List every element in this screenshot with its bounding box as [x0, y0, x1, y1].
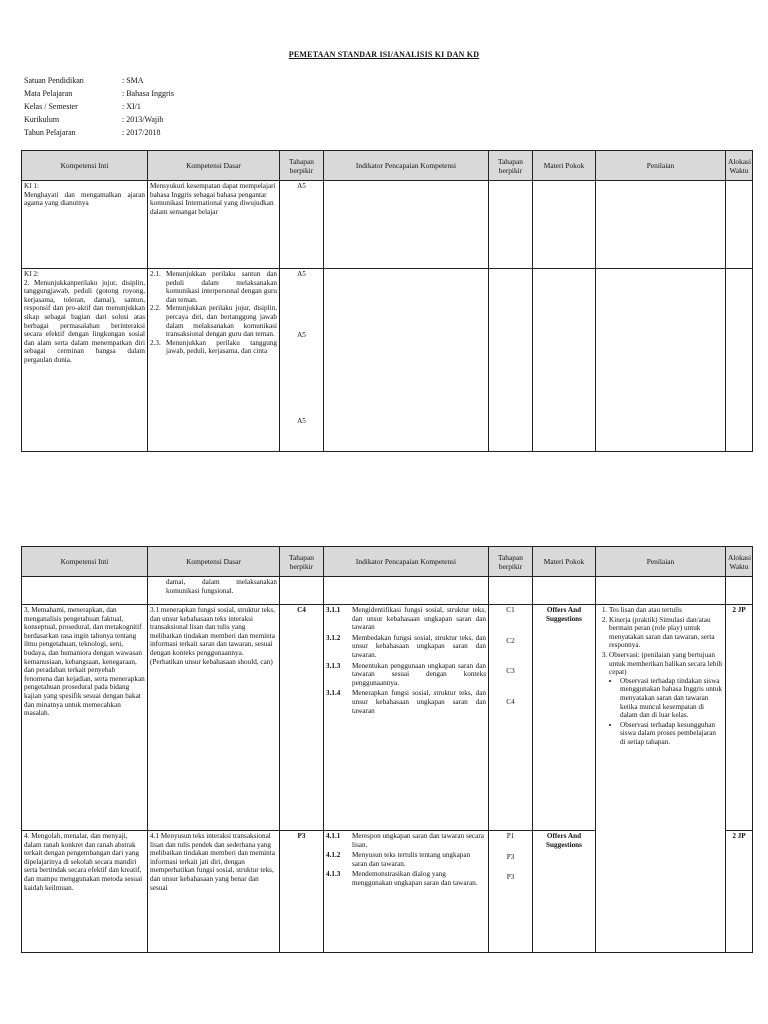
indikator-number: 4.1.2 [326, 851, 341, 860]
observasi-text: Observasi terhadap kesungguhan siswa dalam proses pembelajaran di setiap tahapan. [620, 720, 716, 746]
penilaian-item [609, 651, 723, 747]
tahapan-cell [489, 605, 533, 831]
observasi-item [620, 677, 723, 720]
header-tahapan-berpikir: Tahapan berpikir [280, 151, 324, 181]
indikator-text: Menerapkan fungsi sosial, struktur teks, dan unsur kebahasaan ungkapan saran dan tawaran [352, 689, 486, 715]
indikator-item [326, 606, 486, 632]
ki-cell [22, 181, 148, 269]
alokasi-cell [726, 831, 753, 953]
header-indikator: Indikator Pencapaian Kompetensi [324, 151, 489, 181]
tahapan-code: A5 [297, 270, 306, 278]
meta-value: : 2013/Wajib [122, 115, 164, 124]
meta-key: Kelas / Semester [24, 102, 78, 111]
penilaian-cell [596, 181, 726, 269]
header-kompetensi-dasar: Kompetensi Dasar [148, 547, 280, 577]
kd-text: damai, dalam melaksanakan komunikasi fungsional. [166, 578, 277, 595]
indikator-text: Menentukan penggunaan ungkapan saran dan tawaran sesuai dengan konteks penggunaannya. [352, 661, 486, 687]
indikator-item [326, 689, 486, 715]
indikator-text: Merespon ungkapan saran dan tawaran secara lisan. [352, 832, 484, 849]
ki-cell [22, 269, 148, 452]
indikator-number: 4.1.1 [326, 832, 341, 840]
tahapan-cell [489, 831, 533, 953]
meta-row [24, 126, 174, 139]
tahapan-cell [489, 269, 533, 452]
alokasi-cell [726, 269, 753, 452]
ki-text: 4. Mengolah, menalar, dan menyaji, dalam ranah konkret dan ranah abstrak terkait dengan pengembangan dari yang dipelajarinya di sekolah secara mandiri serta bertindak secara efektif dan kreatif, dan mampu menggunakan metoda sesuai kaidah keilmuan. [24, 832, 143, 892]
ki-text: 2. Menunjukkanperilaku jujur, disiplin, tanggungjawab, peduli (gotong royong, kerjasama, toleran, damai), santun, responsif dan pro-aktif dan menunjukkan sikap sebagai bagian dari solusi atas berbagai permasalahan berinteraksi secara efektif dengan lingkungan sosial dan alam serta dalam menempatkan diri sebagai cerminan bangsa dalam pergaulan dunia. [24, 278, 145, 364]
table-row [22, 605, 753, 831]
meta-row [24, 87, 174, 100]
indikator-item [326, 662, 486, 688]
indikator-text: Mengidentifikasi fungsi sosial, struktur teks, dan unsur kebahasaan ungkapan saran dan tawaran [352, 606, 486, 632]
indikator-cell [324, 269, 489, 452]
alokasi-cell [726, 577, 753, 605]
kd-item [150, 339, 277, 356]
tahapan-cell [489, 577, 533, 605]
kd-cell [148, 181, 280, 269]
page-title: PEMETAAN STANDAR ISI/ANALISIS KI DAN KD [288, 50, 480, 59]
kd-cell [148, 577, 280, 605]
tahapan-code: C4 [297, 606, 306, 614]
observasi-item [620, 721, 723, 747]
header-kompetensi-inti: Kompetensi Inti [22, 151, 148, 181]
observasi-list [609, 677, 723, 747]
kd-text: Menunjukkan perilaku jujur, disiplin, percaya diri, dan bertanggung jawab dalam melaksanakan komunikasi transaksional dengan guru dan teman. [166, 304, 277, 339]
tahapan-cell [280, 605, 324, 831]
header-alokasi-waktu: Alokasi Waktu [726, 151, 753, 181]
alokasi-cell [726, 605, 753, 831]
penilaian-list [598, 606, 723, 747]
indikator-number: 3.1.1 [326, 606, 341, 614]
kd-text: 4.1 Menyusun teks interaksi transaksional lisan dan tulis pendek dan sederhana yang melibatkan tindakan memberi dan meminta informasi terkait jati diri, dengan memperhatikan fungsi sosial, struktur teks, dan unsur kebahasaan yang benar dan sesuai [150, 832, 275, 892]
tahapan-cell [280, 181, 324, 269]
tahapan-cell [280, 831, 324, 953]
penilaian-item [609, 606, 723, 615]
tahapan-code: C1 [506, 606, 515, 614]
tahapan-code: A5 [297, 417, 306, 426]
penilaian-text: Tes lisan dan atau tertulis [609, 606, 682, 614]
ki-cell [22, 605, 148, 831]
meta-row [24, 113, 174, 126]
kd-text: Menunjukkan perilaku santun dan peduli dalam melaksanakan komunikasi interpersonal dengan guru dan teman. [166, 270, 277, 304]
tahapan-code: P3 [506, 852, 515, 861]
header-tahapan-berpikir: Tahapan berpikir [280, 547, 324, 577]
table-header-row [22, 547, 753, 577]
indikator-item [326, 870, 486, 887]
header-alokasi-waktu: Alokasi Waktu [726, 547, 753, 577]
indikator-number: 3.1.2 [326, 633, 341, 642]
tahapan-cell [489, 181, 533, 269]
tahapan-code: P1 [506, 832, 515, 840]
tahapan-code: C2 [506, 636, 515, 645]
indikator-text: Mendemonstrasikan dialog yang menggunakan ungkapan saran dan tawaran. [352, 870, 478, 887]
kd-text: Mensyukuri kesempatan dapat mempelajari bahasa Inggris sebagai bahasa pengantar komunikasi International yang diwujudkan dalam semangat belajar [150, 182, 276, 216]
materi-cell [533, 181, 596, 269]
header-penilaian: Penilaian [596, 151, 726, 181]
materi-cell [533, 605, 596, 831]
materi-text: Offers And Suggestions [546, 606, 582, 623]
meta-value: : XI/1 [122, 102, 141, 111]
indikator-item [326, 832, 486, 849]
indikator-text: Menyusun teks tertulis tentang ungkapan saran dan tawaran. [352, 851, 471, 868]
indikator-number: 4.1.3 [326, 870, 341, 879]
header-materi-pokok: Materi Pokok [533, 151, 596, 181]
kd-text: Menunjukkan perilaku tanggung jawab, peduli, kerjasama, dan cinta [166, 338, 277, 356]
tahapan-code: C3 [506, 667, 515, 676]
penilaian-cell [596, 605, 726, 953]
kd-item [150, 304, 277, 338]
meta-value: : Bahasa Inggris [122, 89, 174, 98]
indikator-number: 3.1.4 [326, 689, 341, 698]
header-penilaian: Penilaian [596, 547, 726, 577]
kd-cell [148, 605, 280, 831]
indikator-item [326, 851, 486, 868]
observasi-text: Observasi terhadap tindakan siswa menggunakan bahasa Inggris untuk menyatakan saran dan tawaran ketika muncul kesempatan di dalam dan di luar kelas. [620, 676, 722, 720]
materi-text: Offers And Suggestions [546, 832, 582, 849]
indikator-cell [324, 605, 489, 831]
indikator-cell [324, 181, 489, 269]
tahapan-code: A5 [297, 182, 306, 190]
ki-label: KI 2: [24, 270, 39, 278]
materi-cell [533, 269, 596, 452]
penilaian-text: Observasi: (penilaian yang bertujuan untuk memberikan balikan secara lebih cepat) [609, 650, 722, 677]
alokasi-text: 2 JP [732, 606, 746, 614]
table-header-row [22, 151, 753, 181]
kd-number: 2.1. [150, 270, 161, 278]
header-kompetensi-inti: Kompetensi Inti [22, 547, 148, 577]
mapping-table-page1 [21, 150, 753, 452]
document-meta [24, 74, 174, 139]
penilaian-cell [596, 577, 726, 605]
meta-key: Mata Pelajaran [24, 89, 73, 98]
kd-item [150, 270, 277, 304]
ki-text: Menghayati dan mengamalkan ajaran agama yang dianutnya [24, 190, 145, 208]
tahapan-cell [280, 577, 324, 605]
ki-cell [22, 831, 148, 953]
header-indikator: Indikator Pencapaian Kompetensi [324, 547, 489, 577]
meta-row [24, 100, 174, 113]
indikator-item [326, 634, 486, 660]
indikator-cell [324, 831, 489, 953]
meta-key: Satuan Pendidikan [24, 76, 84, 85]
ki-text: 3. Memahami, menerapkan, dan menganalisis pengetahuan faktual, konseptual, prosedural, dan metakognitif berdasarkan rasa ingin tahunya tentang ilmu pengetahuan, teknologi, seni, budaya, dan humaniora dengan wawasan kemanusiaan, kebangsaan, kenegaraan, dan peradaban terkait penyebab fenomena dan kejadian, serta menerapkan pengetahuan prosedural pada bidang kajian yang spesifik sesuai dengan bakat dan minatnya untuk memecahkan masalah. [24, 606, 145, 718]
tahapan-code: P3 [506, 873, 515, 882]
kd-cell [148, 831, 280, 953]
indikator-text: Membedakan fungsi sosial, struktur teks, dan unsur kebahasaan ungkapan saran dan tawaran. [352, 633, 486, 659]
materi-cell [533, 831, 596, 953]
table-row [22, 181, 753, 269]
header-materi-pokok: Materi Pokok [533, 547, 596, 577]
penilaian-item [609, 616, 723, 650]
materi-cell [533, 577, 596, 605]
kd-cell [148, 269, 280, 452]
kd-text: 3.1 menerapkan fungsi sosial, struktur teks, dan unsur kebahasaan teks interaksi transaksional lisan dan tulis yang melibatkan tindakan memberi dan meminta informasi terkait saran dan tawaran, sesuai dengan konteks penggunaannya. (Perhatikan unsur kebahasaan should, can) [150, 606, 275, 666]
tahapan-code: C4 [506, 697, 515, 706]
header-tahapan-berpikir: Tahapan berpikir [489, 151, 533, 181]
header-tahapan-berpikir: Tahapan berpikir [489, 547, 533, 577]
meta-key: Tahun Pelajaran [24, 128, 76, 137]
alokasi-cell [726, 181, 753, 269]
indikator-number: 3.1.3 [326, 661, 341, 670]
alokasi-text: 2 JP [732, 832, 746, 840]
ki-label: KI 1: [24, 182, 39, 190]
meta-row [24, 74, 174, 87]
penilaian-cell [596, 269, 726, 452]
penilaian-text: Kinerja (praktik) Simulasi dan/atau bermain peran (role play) untuk menyatakan saran dan tawaran, serta responnya. [609, 615, 715, 650]
mapping-table-page2 [21, 546, 753, 953]
kd-number: 2.3. [150, 338, 161, 347]
header-kompetensi-dasar: Kompetensi Dasar [148, 151, 280, 181]
tahapan-cell [280, 269, 324, 452]
meta-key: Kurikulum [24, 115, 60, 124]
kd-number: 2.2. [150, 304, 161, 313]
table-row [22, 577, 753, 605]
meta-value: : SMA [122, 76, 144, 85]
meta-value: : 2017/2018 [122, 128, 161, 137]
tahapan-code: A5 [297, 330, 306, 339]
indikator-cell [324, 577, 489, 605]
table-row [22, 269, 753, 452]
tahapan-code: P3 [297, 832, 306, 840]
ki-cell [22, 577, 148, 605]
